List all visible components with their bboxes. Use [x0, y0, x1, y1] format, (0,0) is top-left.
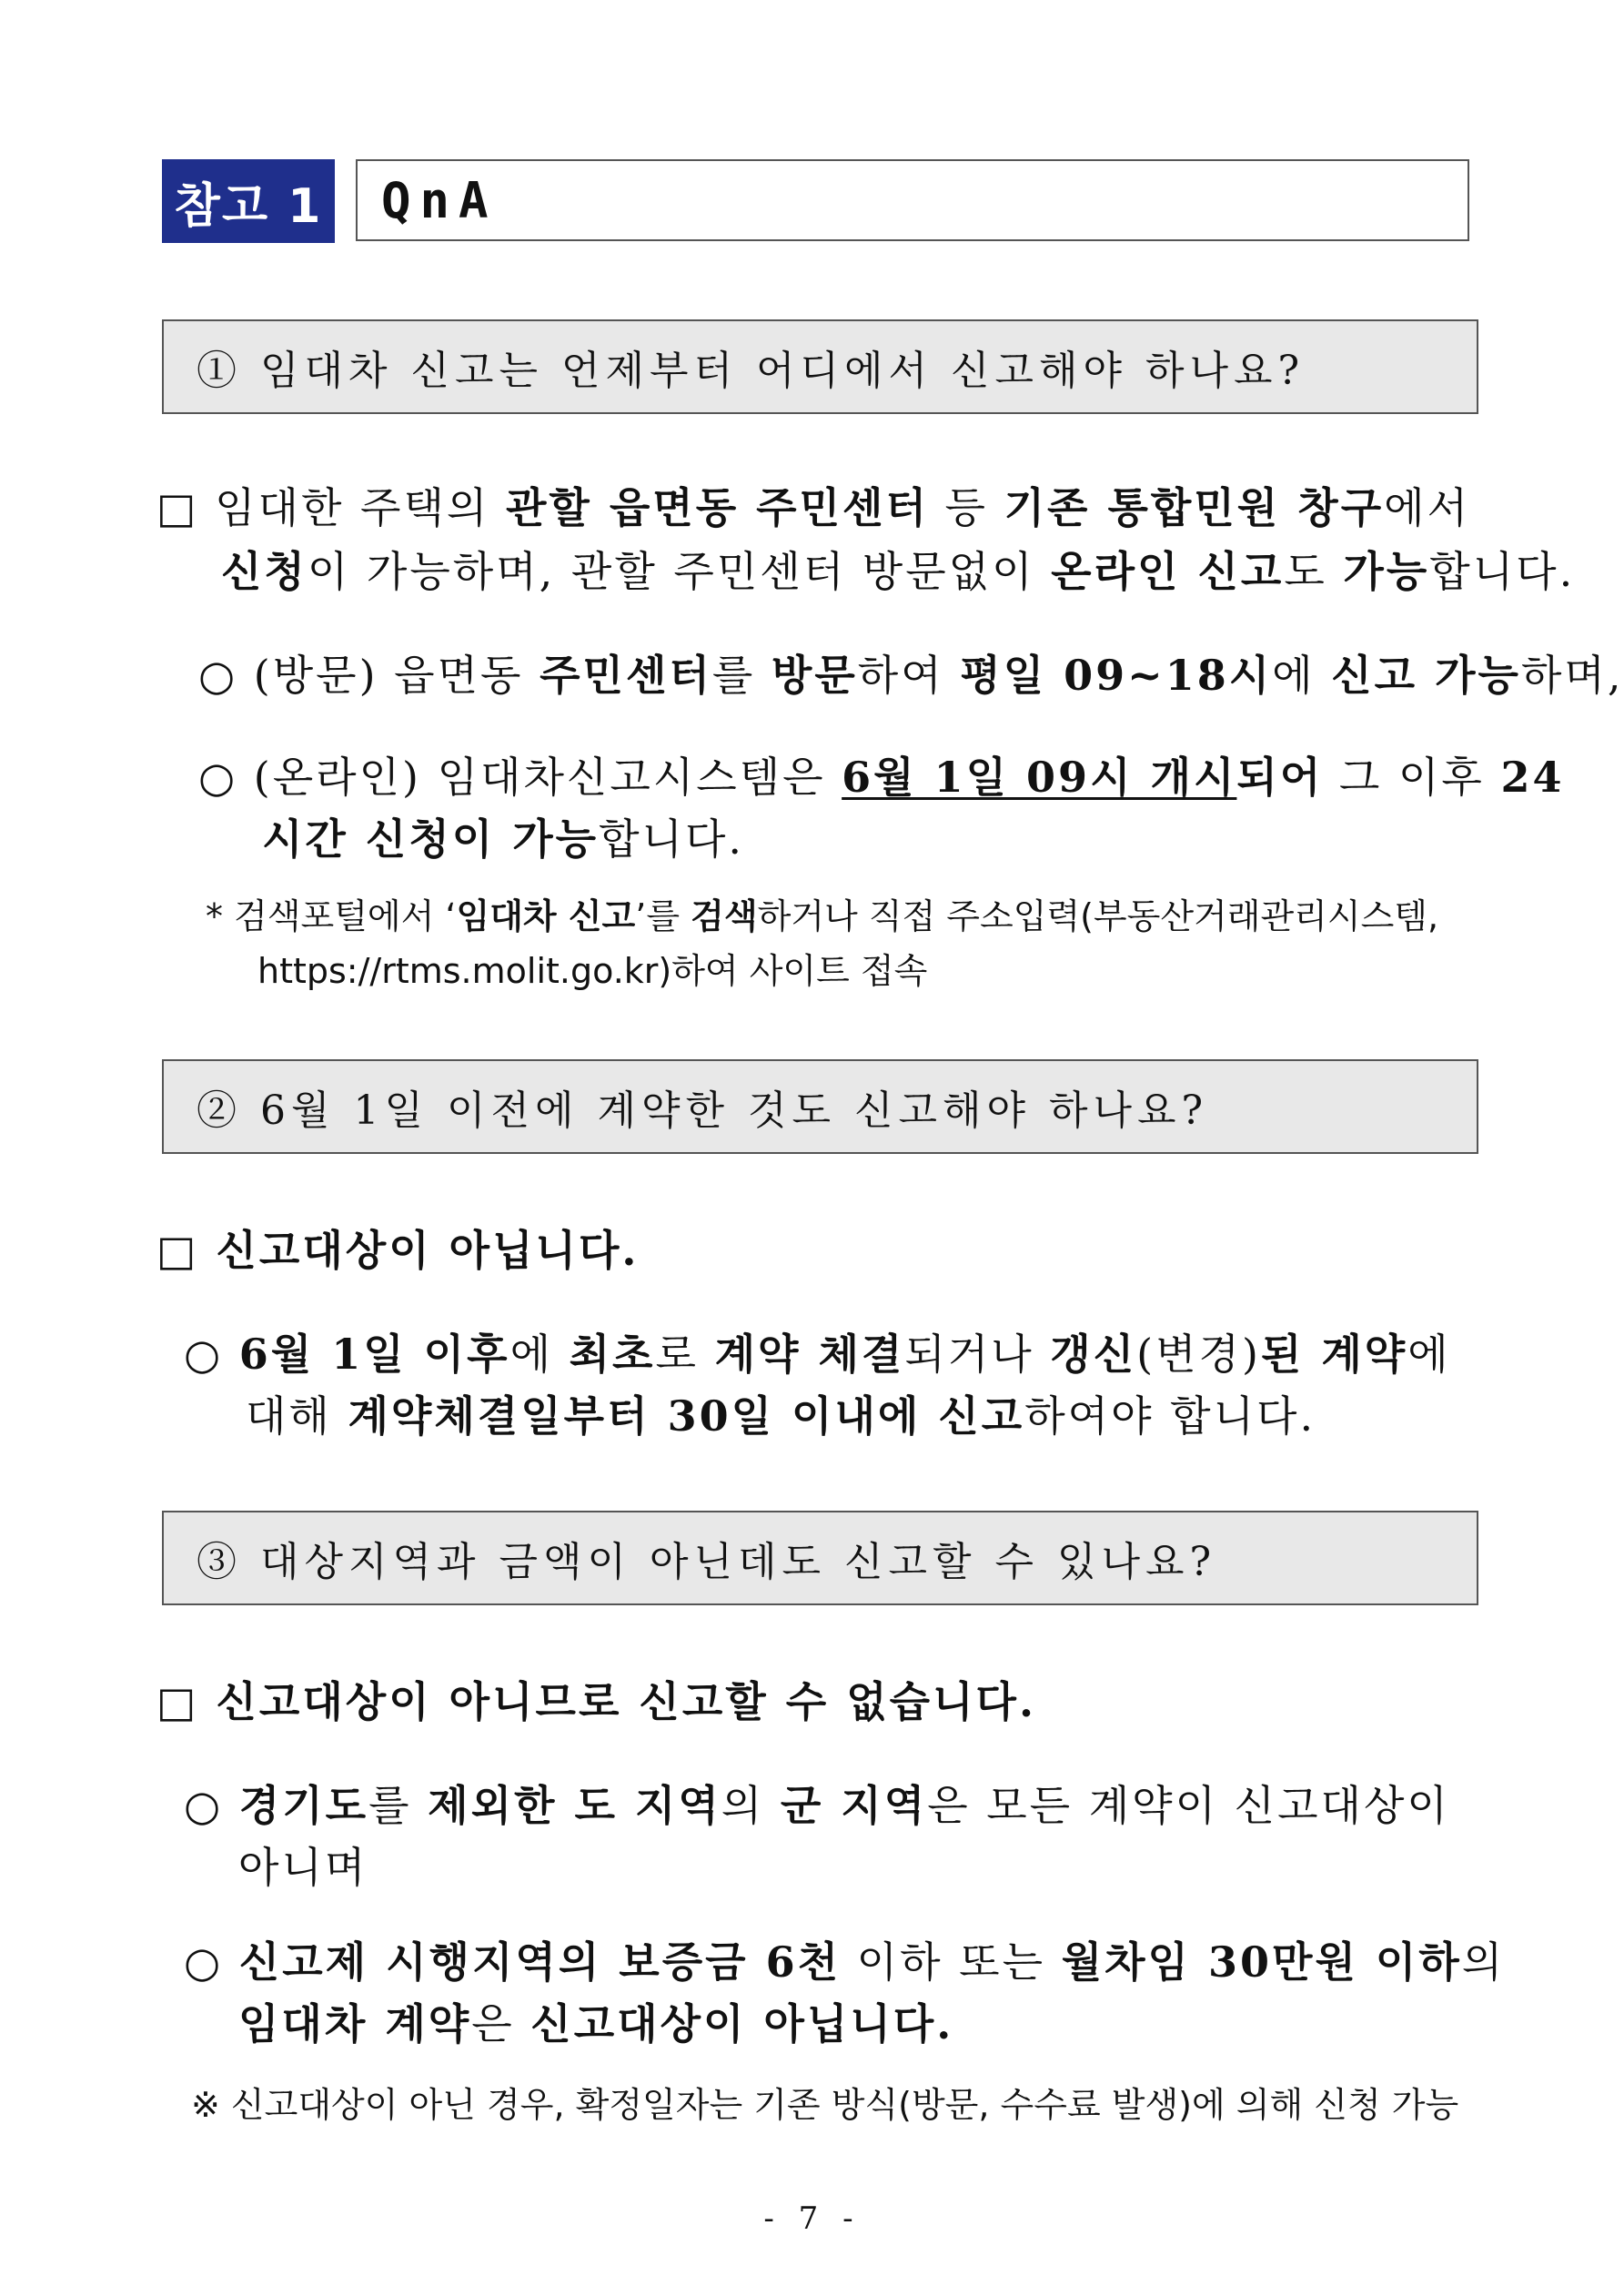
text: 신고 가능 [1331, 651, 1521, 700]
text: 가능 [1343, 547, 1430, 596]
text: 6월 1일 이후 [238, 1330, 510, 1379]
text: 를 [711, 651, 772, 700]
text: 제외한 도 지역 [428, 1781, 721, 1830]
question-1-box [162, 319, 1478, 414]
q1-visit-line [198, 642, 1624, 703]
text: 의 [1461, 1937, 1506, 1987]
q1-online-line-2 [262, 806, 744, 866]
text: 합니다. [1429, 547, 1576, 596]
question-2-text: ② 6월 1일 이전에 계약한 것도 신고해야 하나요? [197, 1087, 1209, 1134]
q3-answer: □ 신고대상이 아니므로 신고할 수 없습니다. [156, 1677, 1036, 1726]
text: 에 [1272, 651, 1332, 700]
text: 이하 또는 [841, 1937, 1062, 1987]
q1-note-line-2: https://rtms.molit.go.kr)하여 사이트 접속 [257, 951, 928, 991]
text: ○ [184, 1937, 239, 1987]
text: * 검색포털에서 ‘ [206, 896, 457, 936]
text: 이 가능하며, 관할 주민센터 방문없이 [307, 547, 1052, 596]
text: 6월 1일 09시 개시 [842, 753, 1237, 802]
q1-online-line-1 [198, 744, 1564, 804]
question-3-text: ③ 대상지역과 금액이 아닌데도 신고할 수 있나요? [197, 1539, 1217, 1585]
text: 월차임 30만원 이하 [1061, 1937, 1462, 1987]
text: 그 이후 [1323, 753, 1501, 802]
text: 에 [1407, 1330, 1451, 1379]
text: 임대차 계약 [238, 1999, 472, 2048]
q1-answer-line-1 [156, 475, 1470, 535]
text: 계약체결일부터 30일 이내에 신고 [348, 1391, 1025, 1441]
text: 된 계약 [1260, 1330, 1408, 1379]
q1-answer-line-2 [221, 539, 1575, 599]
text: □ 임대한 주택의 [156, 483, 506, 532]
q1-note-line-1 [206, 888, 1438, 938]
text: ○ (온라인) 임대차신고시스템은 [198, 753, 842, 802]
text: 도 [1284, 547, 1344, 596]
text: 임대차 신고 [456, 896, 636, 936]
text: 신청 [221, 547, 308, 596]
text: 경기도 [238, 1781, 369, 1830]
text: ’를 [635, 896, 691, 936]
page-number: - 7 - [763, 2200, 861, 2237]
text: 합니다. [599, 814, 745, 864]
text: 시간 신청이 가능 [262, 814, 600, 864]
text: 검색 [691, 896, 758, 936]
text: 계약 체결 [714, 1330, 905, 1379]
text: 하여 [857, 651, 961, 700]
text: 되어 [1236, 753, 1324, 802]
q2-detail-line-2 [246, 1383, 1316, 1443]
text: 하거나 직접 주소입력(부동산거래관리시스템, [757, 896, 1439, 936]
text: ○ [184, 1781, 239, 1830]
text: 24 [1500, 753, 1565, 802]
text: 온라인 신고 [1051, 547, 1285, 596]
question-1-text: ① 임대차 신고는 언제부터 어디에서 신고해야 하나요? [197, 348, 1306, 394]
q3-detail-2-line-1 [184, 1929, 1505, 1989]
text: 등 [928, 483, 1004, 532]
text: 주민센터 [540, 651, 712, 700]
text: 하여야 합니다. [1024, 1391, 1316, 1441]
q2-detail-line-1 [184, 1321, 1451, 1381]
text: (변경) [1136, 1330, 1261, 1379]
text: ○ (방문) 읍면동 [198, 651, 540, 700]
text: 의 [721, 1781, 781, 1830]
text: ○ [184, 1330, 239, 1379]
text: 되거나 [904, 1330, 1051, 1379]
q3-detail-2-line-2 [238, 1991, 953, 2051]
text: 하며, [1521, 651, 1624, 700]
text: 에 [509, 1330, 570, 1379]
question-2-box [162, 1059, 1478, 1154]
text: 신고대상이 아닙니다. [530, 1999, 954, 2048]
reference-tag: 참고 1 [162, 159, 335, 243]
text: 평일 09~18시 [960, 651, 1273, 700]
text: 방문 [771, 651, 858, 700]
text: 로 [655, 1330, 715, 1379]
text: 갱신 [1050, 1330, 1137, 1379]
text: 를 [368, 1781, 429, 1830]
question-3-box [162, 1511, 1478, 1605]
page-title: QnA [356, 159, 1469, 241]
q3-detail-1-line-2: 아니며 [238, 1843, 368, 1892]
text: 군 지역 [780, 1781, 928, 1830]
text: 기존 통합민원 창구 [1004, 483, 1385, 532]
text: 신고제 시행지역의 보증금 6천 [238, 1937, 842, 1987]
q2-answer: □ 신고대상이 아닙니다. [156, 1226, 640, 1275]
q3-detail-1-line-1 [184, 1773, 1450, 1833]
text: 은 모든 계약이 신고대상이 [927, 1781, 1450, 1830]
q3-footnote: ※ 신고대상이 아닌 경우, 확정일자는 기존 방식(방문, 수수료 발생)에 의해 신청 가능 [191, 2085, 1459, 2125]
text: 최초 [569, 1330, 656, 1379]
text: 대해 [246, 1391, 348, 1441]
text: 관할 읍면동 주민센터 [505, 483, 929, 532]
text: 은 [471, 1999, 531, 2048]
text: 에서 [1384, 483, 1471, 532]
